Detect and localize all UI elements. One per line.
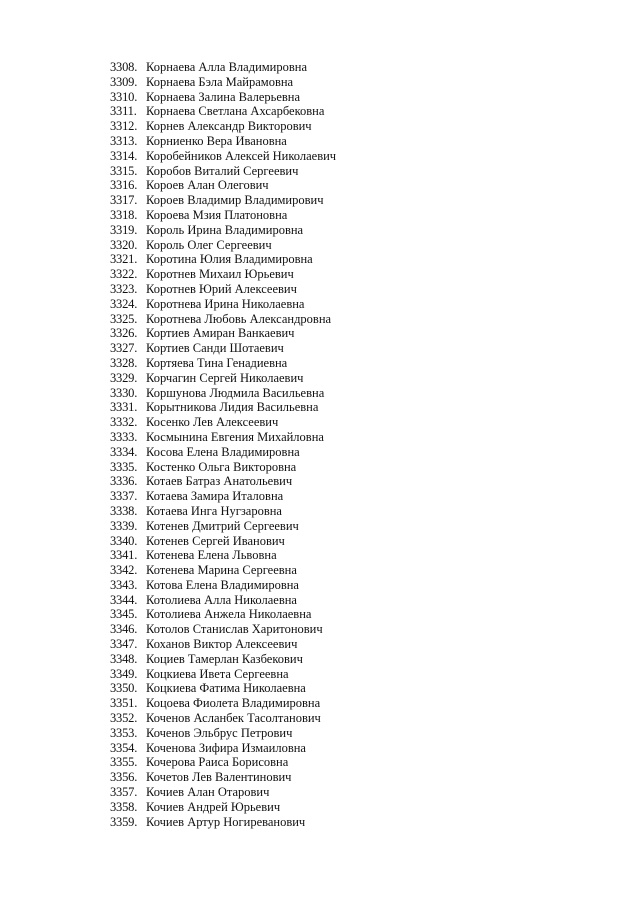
entry-name: Корытникова Лидия Васильевна (146, 400, 319, 415)
list-item (110, 312, 336, 327)
entry-name: Косенко Лев Алексеевич (146, 415, 279, 430)
list-item (110, 770, 336, 785)
entry-number: 3340. (110, 533, 138, 548)
entry-name: Корнаева Бэла Майрамовна (146, 74, 294, 89)
list-item (110, 208, 336, 223)
entry-number: 3332. (110, 415, 138, 430)
entry-name: Корниенко Вера Ивановна (146, 133, 287, 148)
entry-number: 3351. (110, 696, 138, 711)
entry-number: 3346. (110, 622, 138, 637)
entry-number: 3330. (110, 385, 138, 400)
entry-name: Коцкиева Фатима Николаевна (146, 681, 306, 696)
list-item (110, 726, 336, 741)
list-item (110, 326, 336, 341)
list-item (110, 696, 336, 711)
entry-name: Коршунова Людмила Васильевна (146, 385, 325, 400)
entry-number: 3333. (110, 429, 138, 444)
entry-number: 3348. (110, 651, 138, 666)
entry-name: Кочиев Артур Ногиреванович (146, 814, 306, 829)
entry-name: Корнаева Светлана Ахсарбековна (146, 104, 325, 119)
entry-name: Короев Алан Олегович (146, 178, 269, 193)
list-item (110, 386, 336, 401)
list-item (110, 119, 336, 134)
entry-name: Котаева Инга Нугзаровна (146, 503, 282, 518)
entry-name: Котенев Дмитрий Сергеевич (146, 518, 299, 533)
entry-name: Коробов Виталий Сергеевич (146, 163, 299, 178)
entry-name: Король Ирина Владимировна (146, 222, 304, 237)
list-item (110, 341, 336, 356)
entry-number: 3341. (110, 548, 138, 563)
entry-name: Корнев Александр Викторович (146, 119, 312, 134)
list-item (110, 755, 336, 770)
list-item (110, 238, 336, 253)
entry-name: Косова Елена Владимировна (146, 444, 300, 459)
entry-number: 3338. (110, 503, 138, 518)
entry-name: Коцоева Фиолета Владимировна (146, 696, 321, 711)
entry-number: 3328. (110, 355, 138, 370)
entry-name: Котенев Сергей Иванович (146, 533, 285, 548)
entry-name: Кочетов Лев Валентинович (146, 770, 292, 785)
entry-number: 3343. (110, 577, 138, 592)
entry-name: Котаев Батраз Анатольевич (146, 474, 293, 489)
entry-number: 3323. (110, 281, 138, 296)
entry-name: Кортиев Амиран Ванкаевич (146, 326, 295, 341)
entry-number: 3344. (110, 592, 138, 607)
entry-number: 3319. (110, 222, 138, 237)
entry-name: Коцкиева Ивета Сергеевна (146, 666, 289, 681)
entry-name: Короев Владимир Владимирович (146, 193, 324, 208)
entry-number: 3310. (110, 89, 138, 104)
entry-number: 3335. (110, 459, 138, 474)
entry-name: Корнаева Алла Владимировна (146, 60, 307, 74)
entry-number: 3322. (110, 267, 138, 282)
list-item (110, 356, 336, 371)
list-item (110, 578, 336, 593)
entry-name: Король Олег Сергеевич (146, 237, 272, 252)
entry-number: 3336. (110, 474, 138, 489)
entry-number: 3358. (110, 799, 138, 814)
entry-number: 3308. (110, 60, 138, 74)
list-item (110, 415, 336, 430)
entry-name: Котолов Станислав Харитонович (146, 622, 323, 637)
entry-number: 3357. (110, 785, 138, 800)
entry-name: Коробейников Алексей Николаевич (146, 148, 337, 163)
list-item (110, 711, 336, 726)
list-item (110, 164, 336, 179)
list-item (110, 815, 336, 830)
list-item (110, 178, 336, 193)
entry-name: Кочиев Алан Отарович (146, 785, 270, 800)
entry-number: 3320. (110, 237, 138, 252)
entry-number: 3324. (110, 296, 138, 311)
entry-name: Котенева Елена Львовна (146, 548, 277, 563)
list-item (110, 534, 336, 549)
list-item (110, 593, 336, 608)
list-item (110, 134, 336, 149)
entry-name: Котаева Замира Италовна (146, 489, 284, 504)
list-item (110, 297, 336, 312)
entry-name: Костенко Ольга Викторовна (146, 459, 297, 474)
list-item (110, 60, 336, 75)
entry-name: Коротнева Любовь Александровна (146, 311, 332, 326)
entry-number: 3329. (110, 370, 138, 385)
entry-number: 3355. (110, 755, 138, 770)
list-item (110, 652, 336, 667)
entry-number: 3356. (110, 770, 138, 785)
entry-name: Коченова Зифира Измаиловна (146, 740, 306, 755)
entry-number: 3313. (110, 133, 138, 148)
entry-number: 3353. (110, 725, 138, 740)
entry-number: 3349. (110, 666, 138, 681)
list-item (110, 430, 336, 445)
list-item (110, 741, 336, 756)
entry-number: 3339. (110, 518, 138, 533)
entry-name: Котолиева Анжела Николаевна (146, 607, 312, 622)
list-item (110, 460, 336, 475)
entry-name: Кочиев Андрей Юрьевич (146, 799, 281, 814)
list-item (110, 400, 336, 415)
entry-number: 3352. (110, 711, 138, 726)
entry-name: Коченов Эльбрус Петрович (146, 725, 293, 740)
entry-number: 3311. (110, 104, 137, 119)
entry-number: 3314. (110, 148, 138, 163)
entry-number: 3315. (110, 163, 138, 178)
list-item (110, 681, 336, 696)
entry-number: 3326. (110, 326, 138, 341)
entry-name: Котолиева Алла Николаевна (146, 592, 297, 607)
list-item (110, 489, 336, 504)
entry-name: Котенева Марина Сергеевна (146, 563, 297, 578)
list-item (110, 193, 336, 208)
entry-name: Котова Елена Владимировна (146, 577, 299, 592)
entry-name: Коченов Асланбек Тасолтанович (146, 711, 321, 726)
entry-name: Кортяева Тина Генадиевна (146, 355, 288, 370)
entry-name: Коротина Юлия Владимировна (146, 252, 313, 267)
list-item (110, 252, 336, 267)
entry-number: 3345. (110, 607, 138, 622)
list-item (110, 90, 336, 105)
entry-number: 3347. (110, 637, 138, 652)
entry-number: 3312. (110, 119, 138, 134)
entry-name: Коциев Тамерлан Казбекович (146, 651, 303, 666)
list-item (110, 800, 336, 815)
list-item (110, 563, 336, 578)
list-item (110, 104, 336, 119)
list-item (110, 622, 336, 637)
entry-number: 3316. (110, 178, 138, 193)
list-item (110, 548, 336, 563)
entry-number: 3342. (110, 563, 138, 578)
list-item (110, 519, 336, 534)
list-item (110, 267, 336, 282)
entry-number: 3309. (110, 74, 138, 89)
entry-name: Коротнев Юрий Алексеевич (146, 281, 297, 296)
entry-number: 3331. (110, 400, 138, 415)
list-item (110, 371, 336, 386)
entry-name: Коротнева Ирина Николаевна (146, 296, 305, 311)
list-item (110, 504, 336, 519)
entry-name: Коротнев Михаил Юрьевич (146, 267, 294, 282)
entry-name: Корчагин Сергей Николаевич (146, 370, 304, 385)
entry-name: Космынина Евгения Михайловна (146, 429, 324, 444)
list-item (110, 667, 336, 682)
entry-number: 3327. (110, 341, 138, 356)
list-item (110, 223, 336, 238)
list-item (110, 474, 336, 489)
entry-name: Кочерова Раиса Борисовна (146, 755, 289, 770)
entry-name: Коханов Виктор Алексеевич (146, 637, 298, 652)
entry-number: 3325. (110, 311, 138, 326)
entry-number: 3318. (110, 207, 138, 222)
list-item (110, 149, 336, 164)
entry-name: Короева Мзия Платоновна (146, 207, 288, 222)
list-item (110, 282, 336, 297)
entry-number: 3354. (110, 740, 138, 755)
entry-number: 3321. (110, 252, 138, 267)
list-item (110, 637, 336, 652)
entry-name: Кортиев Санди Шотаевич (146, 341, 284, 356)
list-item (110, 785, 336, 800)
entry-number: 3334. (110, 444, 138, 459)
list-item (110, 607, 336, 622)
list-item (110, 75, 336, 90)
entry-number: 3350. (110, 681, 138, 696)
entry-name: Корнаева Залина Валерьевна (146, 89, 301, 104)
entry-number: 3337. (110, 489, 138, 504)
entry-number: 3317. (110, 193, 138, 208)
entry-number: 3359. (110, 814, 138, 829)
name-list (110, 60, 336, 829)
list-item (110, 445, 336, 460)
